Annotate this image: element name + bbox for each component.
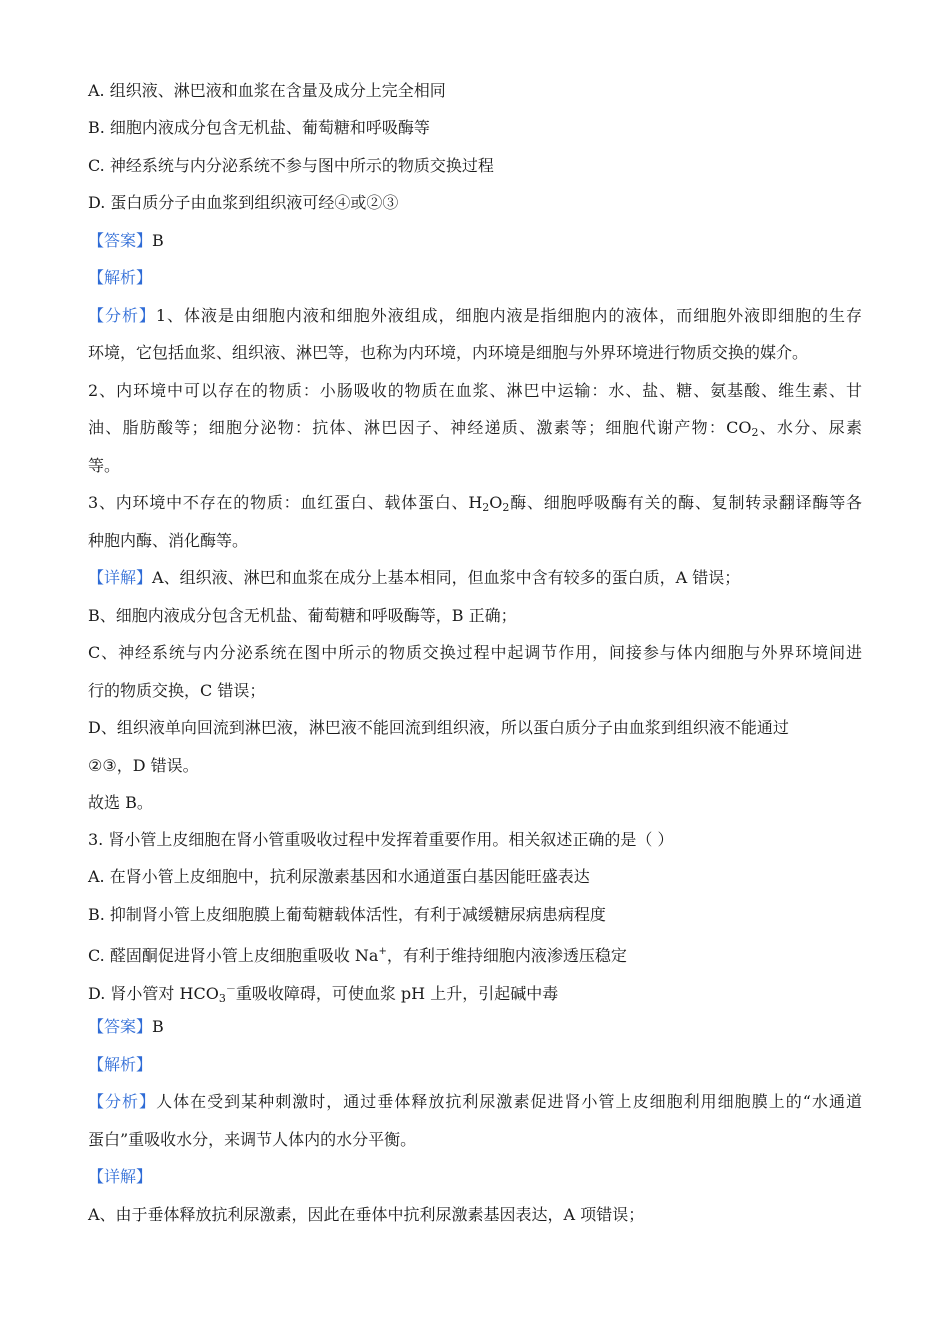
- q2-detail-line: B、细胞内液成分包含无机盐、葡萄糖和呼吸酶等，B 正确；: [88, 606, 517, 625]
- q2-answer: [88, 230, 862, 252]
- analysis-label: 【分析】: [88, 306, 156, 325]
- q2-analysis-line: 种胞内酶、消化酶等。: [88, 531, 249, 550]
- q3-detail-line: A、由于垂体释放抗利尿激素，因此在垂体中抗利尿激素基因表达，A 项错误；: [88, 1205, 645, 1224]
- q2-option-d: D. 蛋白质分子由血浆到组织液可经④或②③: [88, 193, 399, 212]
- q3-analysis-line: 蛋白”重吸收水分，来调节人体内的水分平衡。: [88, 1130, 417, 1149]
- q2-detail-line: 【详解】A、组织液、淋巴和血浆在成分上基本相同，但血浆中含有较多的蛋白质，A 错误；: [88, 568, 741, 587]
- q2-analysis-line: 2、内环境中可以存在的物质：小肠吸收的物质在血浆、淋巴中运输：水、盐、糖、氨基酸、维生素、甘: [88, 381, 862, 400]
- answer-label: 【答案】: [88, 231, 153, 250]
- q2-detail-line: C、神经系统与内分泌系统在图中所示的物质交换过程中起调节作用，间接参与体内细胞与外界环境间进: [88, 643, 862, 662]
- q2-analysis-line: 【分析】1、体液是由细胞内液和细胞外液组成，细胞内液是指细胞内的液体，而细胞外液即细胞的生存: [88, 306, 862, 325]
- q3-option-c: C. 醛固酮促进肾小管上皮细胞重吸收 Na+，有利于维持细胞内液渗透压稳定: [88, 946, 627, 965]
- q2-option-a: A. 组织液、淋巴液和血浆在含量及成分上完全相同: [88, 81, 446, 100]
- answer-label: 【答案】: [88, 1017, 153, 1036]
- answer-value: B: [152, 1017, 164, 1036]
- q3-option-b: B. 抑制肾小管上皮细胞膜上葡萄糖载体活性，有利于减缓糖尿病患病程度: [88, 905, 606, 924]
- q3-detail-label: 【详解】: [88, 1167, 153, 1186]
- q3-analysis-line: 【分析】人体在受到某种刺激时，通过垂体释放抗利尿激素促进肾小管上皮细胞利用细胞膜上的“水通道: [88, 1092, 862, 1111]
- analysis-label: 【分析】: [88, 1092, 157, 1111]
- q2-detail-line: 行的物质交换，C 错误；: [88, 681, 266, 700]
- q3-option-d: D. 肾小管对 $HCO_3^-$重吸收障碍，可使血浆 pH 上升，引起碱中毒: [88, 984, 559, 1005]
- q3-jiexi-label: 【解析】: [88, 1055, 153, 1074]
- detail-label: 【详解】: [88, 568, 153, 587]
- q3-option-a: A. 在肾小管上皮细胞中，抗利尿激素基因和水通道蛋白基因能旺盛表达: [88, 867, 590, 886]
- answer-value: B: [152, 231, 164, 250]
- q2-analysis-line: 等。: [88, 456, 121, 475]
- q2-jiexi-label: 【解析】: [88, 268, 153, 287]
- q2-option-c: C. 神经系统与内分泌系统不参与图中所示的物质交换过程: [88, 156, 494, 175]
- q2-detail-line: D、组织液单向回流到淋巴液，淋巴液不能回流到组织液，所以蛋白质分子由血浆到组织液不能通过: [88, 718, 789, 737]
- q2-analysis-line: 环境，它包括血浆、组织液、淋巴等，也称为内环境，内环境是细胞与外界环境进行物质交换的媒介。: [88, 343, 809, 362]
- q2-conclusion: 故选 B。: [88, 793, 153, 812]
- q2-detail-line: ②③，D 错误。: [88, 756, 199, 775]
- q2-analysis-line: 油、脂肪酸等；细胞分泌物：抗体、淋巴因子、神经递质、激素等；细胞代谢产物：$CO_2$、水分、尿素: [88, 418, 862, 439]
- q3-answer: [88, 1016, 862, 1038]
- q3-stem: 3. 肾小管上皮细胞在肾小管重吸收过程中发挥着重要作用。相关叙述正确的是（ ）: [88, 830, 674, 849]
- q2-option-b: B. 细胞内液成分包含无机盐、葡萄糖和呼吸酶等: [88, 118, 430, 137]
- q2-analysis-line: 3、内环境中不存在的物质：血红蛋白、载体蛋白、$H_2O_2$酶、细胞呼吸酶有关的酶、复制转录翻译酶等各: [88, 493, 862, 514]
